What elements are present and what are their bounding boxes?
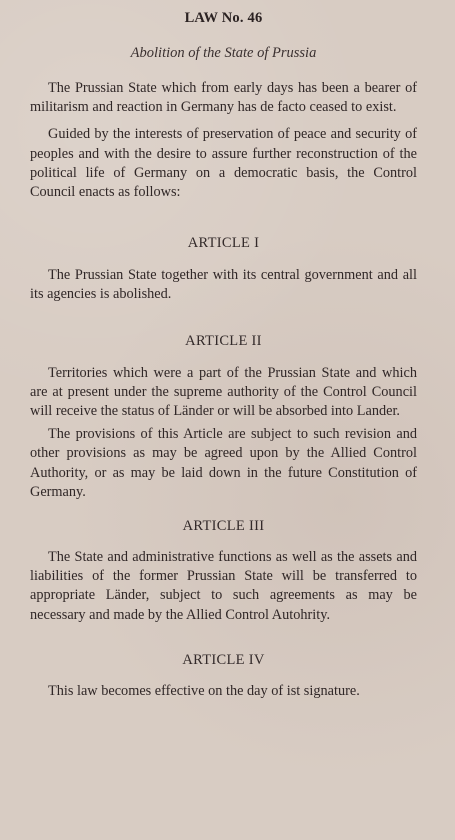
article-2-paragraph-1: Territories which were a part of the Prussian State and which are at present under the supreme authority of the Control Council will receive the status of Länder or will be absorbed into Lander.: [30, 364, 417, 420]
preamble-paragraph-2: Guided by the interests of preservation of peace and security of peoples and with the desire to assure further reconstruction of the political life of Germany on a democratic basis, the Control Council enacts as follows:: [30, 126, 417, 201]
law-title: LAW No. 46: [184, 10, 263, 26]
preamble-paragraph-1: The Prussian State which from early days has been a bearer of militarism and reaction in Germany has de facto ceased to exist.: [30, 80, 417, 116]
article-4-paragraph-1: This law becomes effective on the day of ist signature.: [48, 682, 360, 699]
article-4-heading: ARTICLE IV: [182, 651, 265, 668]
article-2-paragraph-2: The provisions of this Article are subject to such revision and other provisions as may be agreed upon by the Allied Control Authority, or as may be laid down in the future Constitution of Germany.: [30, 426, 417, 500]
law-subtitle: Abolition of the State of Prussia: [130, 45, 317, 61]
article-3-heading: ARTICLE III: [182, 518, 265, 535]
article-1-heading: ARTICLE I: [187, 235, 260, 252]
article-2-heading: ARTICLE II: [185, 332, 262, 349]
article-1-paragraph-1: The Prussian State together with its central government and all its agencies is abolished.: [30, 267, 417, 303]
article-3-paragraph-1: The State and administrative functions as well as the assets and liabilities of the former Prussian State will be transferred to appropriate Länder, subject to such agreements as may be necessary and made by the Allied Control Autohrity.: [30, 549, 417, 623]
